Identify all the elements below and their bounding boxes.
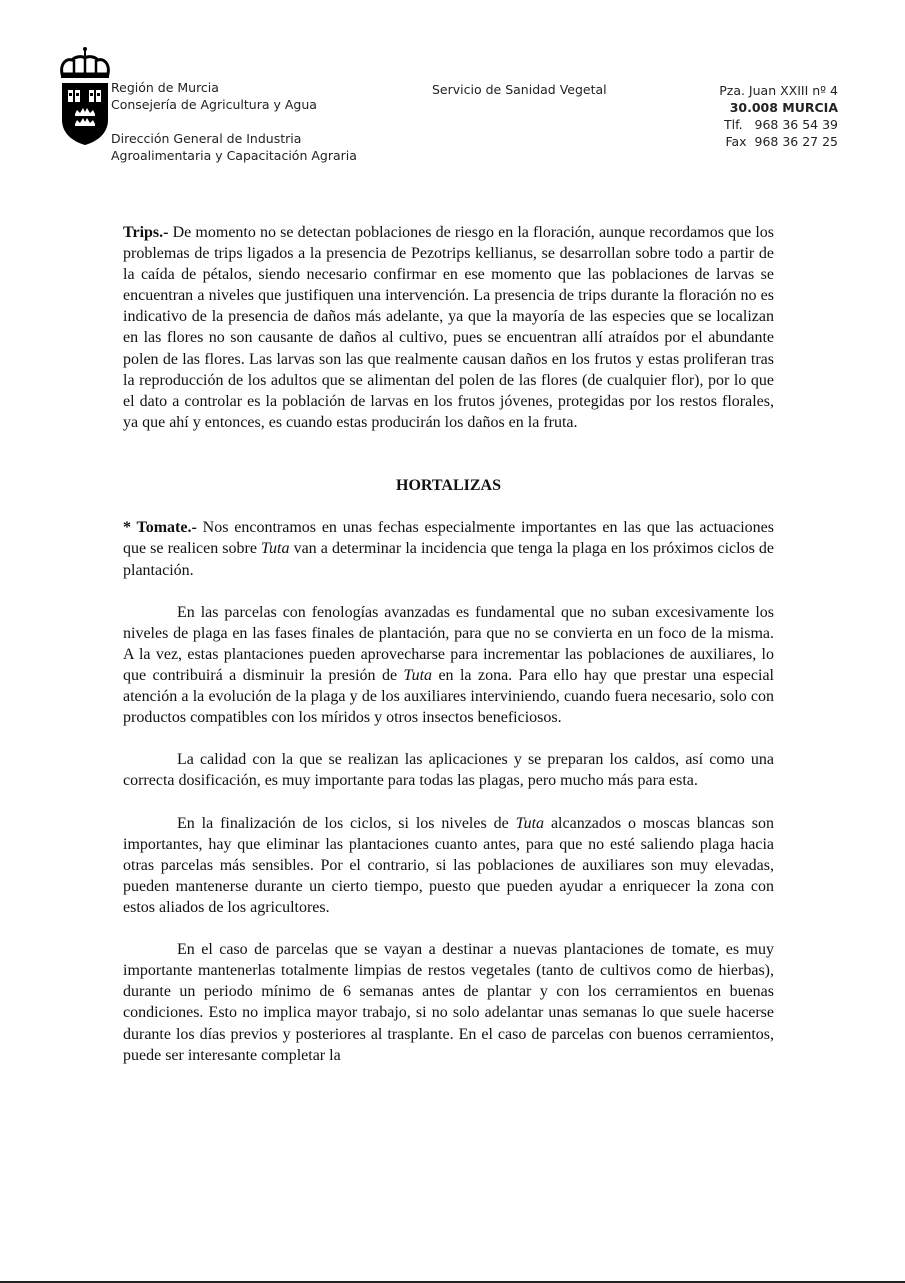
tuta-term: Tuta [515,814,545,832]
header-organization [111,79,411,164]
tomate-paragraph-2 [123,602,774,729]
letterhead [0,0,905,200]
tomate-p1-text-b: van a determinar la incidencia que tenga la plaga en los próximos ciclos de plantación. [123,540,774,579]
org-directorate-line2: Agroalimentaria y Capacitación Agraria [111,148,357,163]
contact-city: 30.008 MURCIA [729,100,838,115]
tomate-p1-text-a: Nos encontramos en unas fechas especialmente importantes en las que las actuaciones que se realicen sobre [123,519,775,558]
tuta-term: Tuta [261,540,290,558]
tomate-p2-text-a: En las parcelas con fenologías avanzadas es fundamental que no suban excesivamente los niveles de plaga en las fases finales de plantación, para que no se convierta en un foco de la misma. A la vez, estas plantaciones pueden aprovecharse para incrementar las poblaciones de auxiliares, lo que contribuirá a disminuir la presión de [123,603,774,684]
tomate-paragraph-3: La calidad con la que se realizan las aplicaciones y se preparan los caldos, así como una correcta dosificación, es muy importante para todas las plagas, pero mucho más para esta. [123,751,774,790]
phone-number: 968 36 54 39 [754,117,838,132]
contact-address: Pza. Juan XXIII nº 4 [719,83,838,98]
tomate-paragraph-5: En el caso de parcelas que se vayan a destinar a nuevas plantaciones de tomate, es muy importante mantenerlas totalmente limpias de restos vegetales (tanto de cultivos como de hierbas), durante un periodo mínimo de 6 semanas antes de plantar y con los cerramientos en buenas condiciones. Esto no implica mayor trabajo, si no solo adelantar unas semanas lo que suele hacerse durante los días previos y posteriores al trasplante. En el caso de parcelas con buenos cerramientos, puede ser interesante completar la [123,941,774,1064]
org-department: Consejería de Agricultura y Agua [111,97,317,112]
fax-number: 968 36 27 25 [754,134,838,149]
fax-label: Fax [725,134,747,149]
tomate-paragraph-1 [123,517,774,580]
header-service: Servicio de Sanidad Vegetal [432,82,607,97]
tomate-title: * Tomate.- [123,519,197,537]
trips-text: De momento no se detectan poblaciones de riesgo en la floración, aunque recordamos que los problemas de trips ligados a la presencia de Pezotrips kellianus, se desarrollan sobre todo a partir de la caída de pétalos, siendo necesario confirmar en ese momento que las poblaciones de larvas se encuentran a niveles que justifiquen una intervención. La presencia de trips durante la floración no es indicativo de la presencia de daños más adelante, ya que la mayoría de las especies que se localizan en las flores no son causante de daños al cultivo, pues se encuentran allí atraídos por el abundante polen de las flores. Las larvas son las que realmente causan daños en los frutos y estas proliferan tras la reproducción de los adultos que se alimentan del polen de las flores (de cualquier flor), por lo que el dato a controlar es la población de larvas en los frutos jóvenes, protegidas por los restos florales, ya que ahí y entonces, es cuando estas producirán los daños en la fruta. [123,224,774,431]
tomate-p4-text-b: alcanzados o moscas blancas son importantes, hay que eliminar las plantaciones cuanto antes, para que no esté saliendo plaga hacia otras parcelas más sensibles. Por el contrario, si las poblaciones de auxiliares son muy elevadas, pueden mantenerse durante un cierto tiempo, puesto que pueden ayudar a enriquecer la zona con estos aliados de los agricultores. [123,814,774,916]
trips-paragraph [123,222,774,433]
contact-phone [719,116,838,133]
section-heading: HORTALIZAS [396,477,501,495]
region-crest-icon [58,46,112,146]
tuta-term: Tuta [403,666,433,684]
trips-title: Trips.- [123,224,169,241]
contact-fax [719,133,838,150]
org-region: Región de Murcia [111,80,219,95]
tomate-p4-text-a: En la finalización de los ciclos, si los niveles de [177,814,516,832]
header-contact [719,82,838,150]
tomate-p2-text-b: en la zona. Para ello hay que prestar una especial atención a la evolución de la plaga y de los auxiliares interviniendo, cuando fuera necesario, solo con productos compatibles con los míridos y otros insectos beneficiosos. [123,666,775,727]
org-directorate-line1: Dirección General de Industria [111,131,302,146]
document-body [123,222,774,1066]
phone-label: Tlf. [724,117,743,132]
tomate-paragraph-4 [123,813,774,918]
